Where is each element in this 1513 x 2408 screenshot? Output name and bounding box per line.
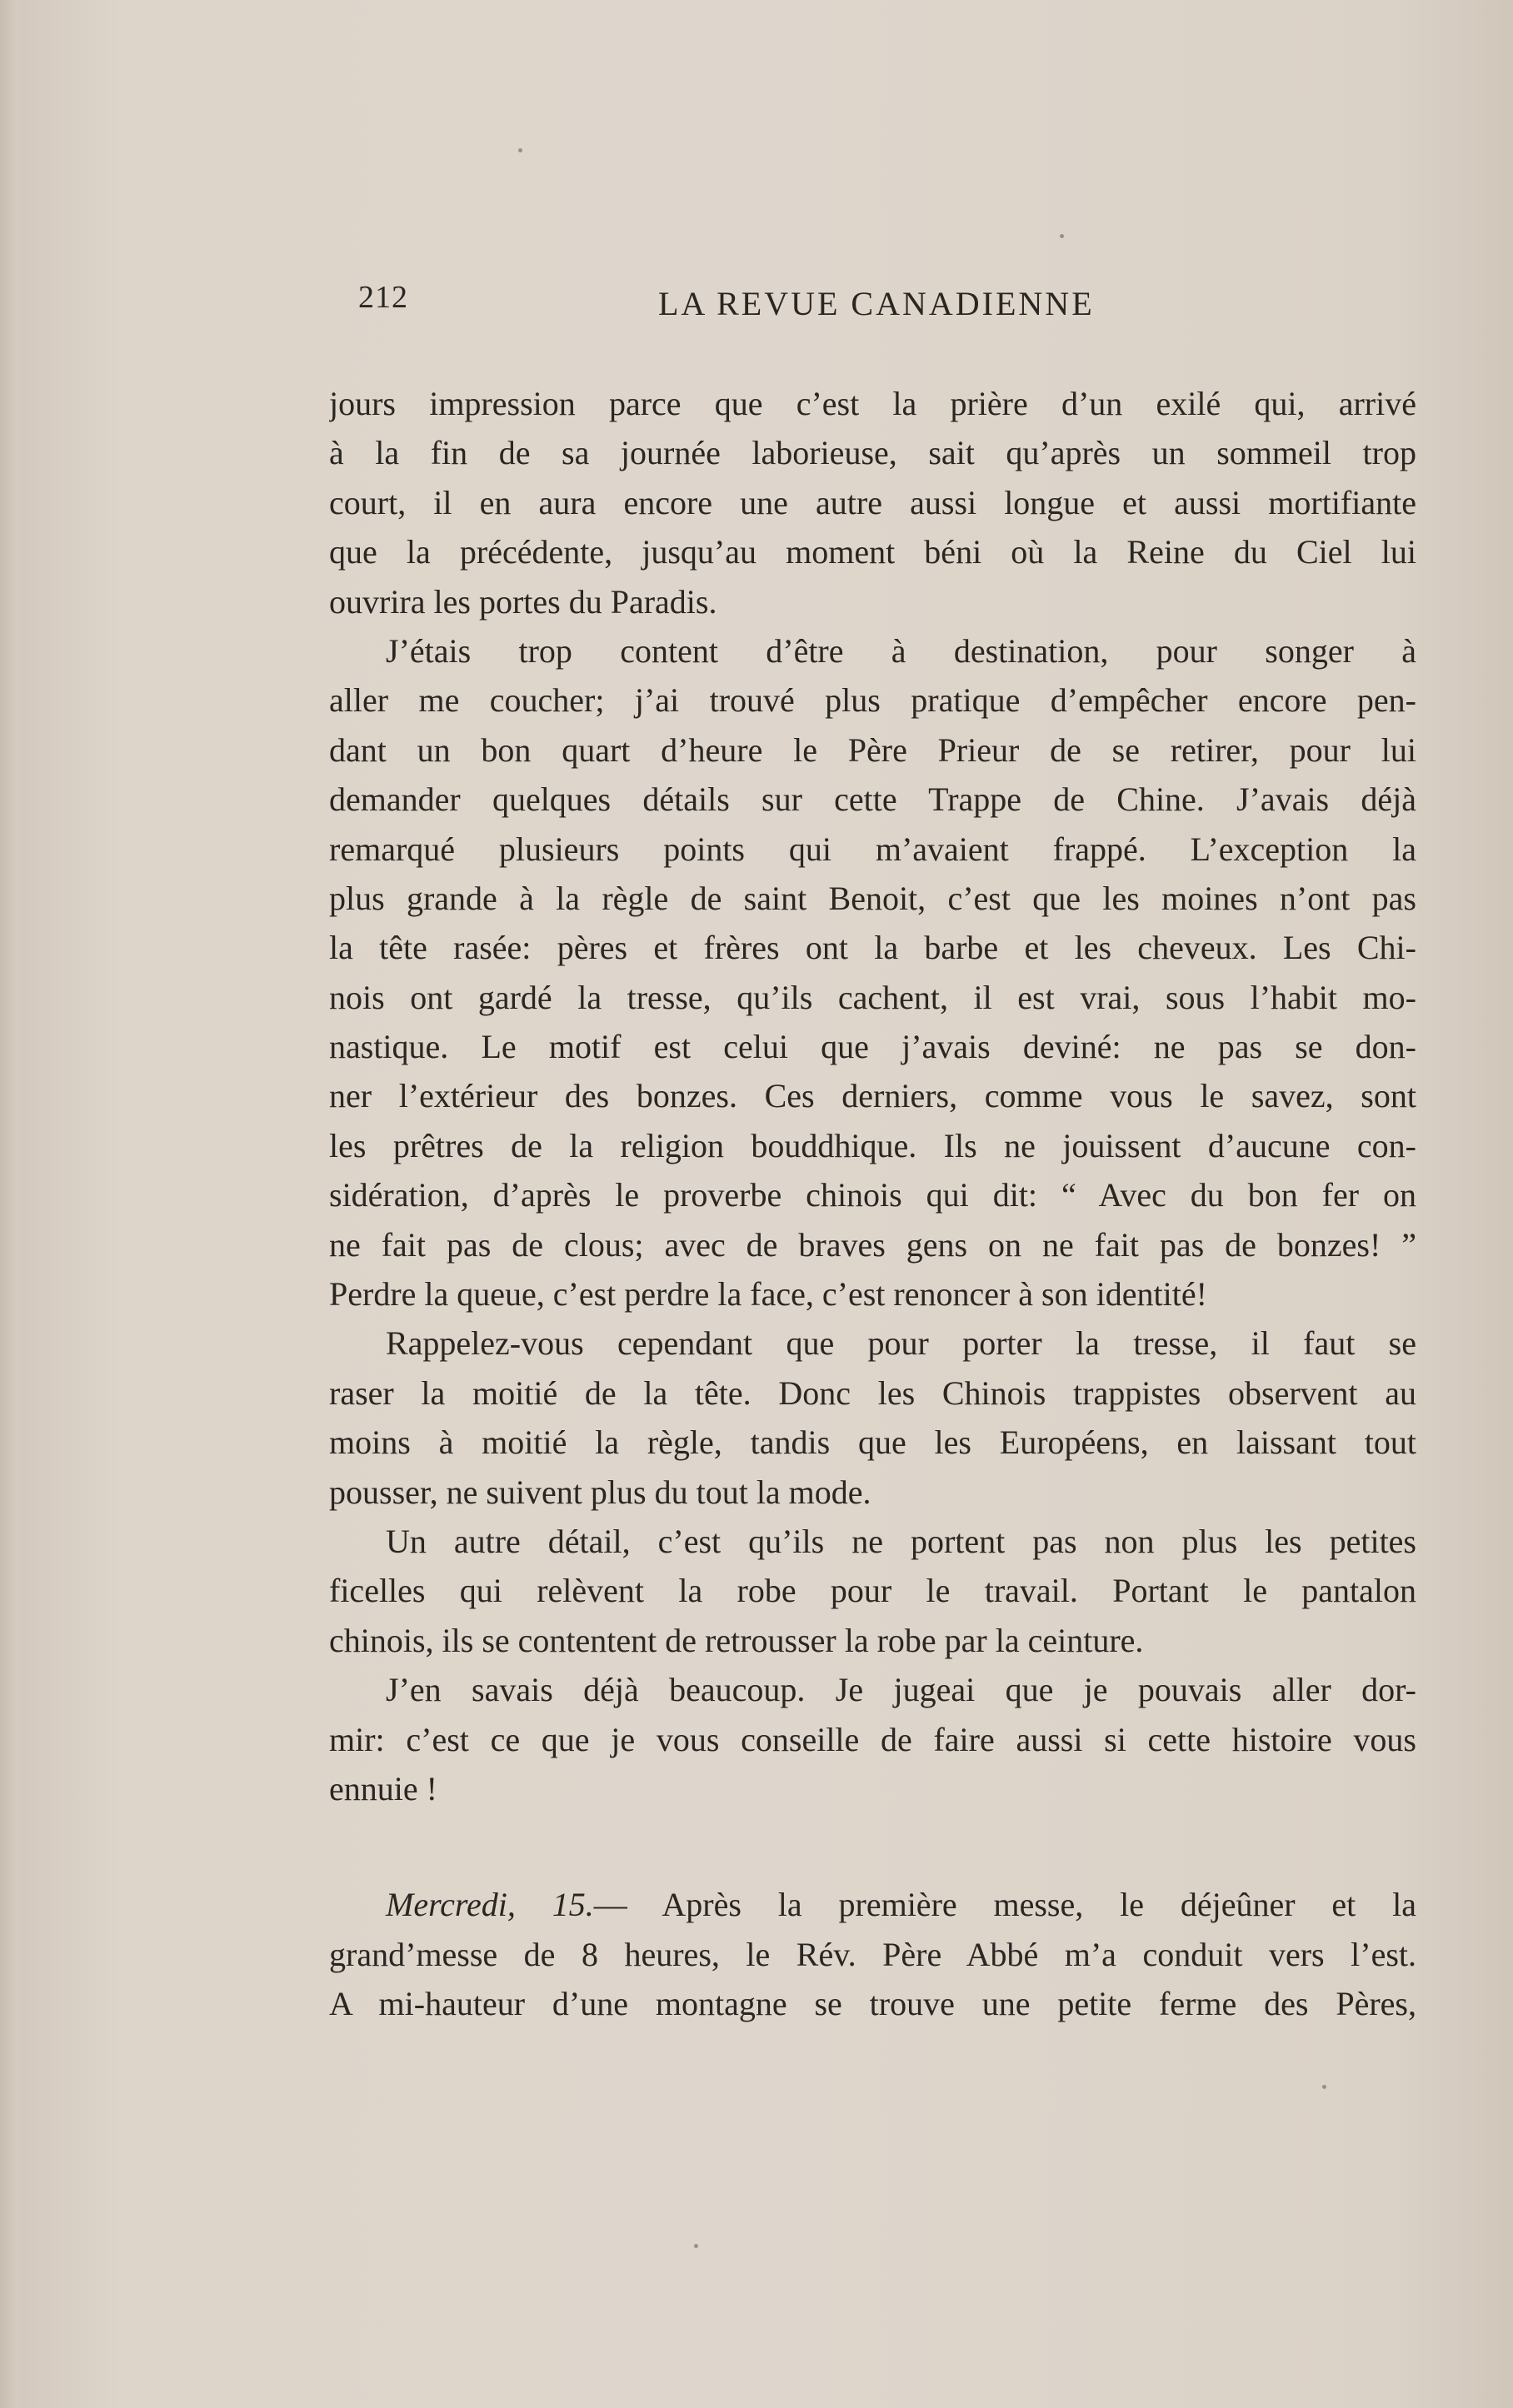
text-line: J’étais trop content d’être à destination, pour songer à bbox=[386, 631, 1416, 670]
text-line: chinois, ils se contentent de retrousser la robe par la ceinture. bbox=[329, 1621, 1144, 1659]
text-line: ficelles qui relèvent la robe pour le travail. Portant le pantalon bbox=[329, 1572, 1416, 1610]
paragraph-1 bbox=[329, 379, 1416, 626]
paper-speck bbox=[518, 148, 522, 152]
text-line: ennuie ! bbox=[329, 1769, 437, 1807]
paper-speck bbox=[1322, 2085, 1326, 2089]
text-line: pousser, ne suivent plus du tout la mode. bbox=[329, 1473, 871, 1511]
text-line: A mi-hauteur d’une montagne se trouve une petite ferme des Pères, bbox=[329, 1985, 1416, 2023]
text-line: grand’messe de 8 heures, le Rév. Père Abbé m’a conduit vers l’est. bbox=[329, 1935, 1416, 1973]
text-line: ner l’extérieur des bonzes. Ces derniers, comme vous le savez, sont bbox=[329, 1077, 1416, 1115]
text-line: nois ont gardé la tresse, qu’ils cachent, il est vrai, sous l’habit mo- bbox=[329, 978, 1416, 1016]
text-line: raser la moitié de la tête. Donc les Chinois trappistes observent au bbox=[329, 1374, 1416, 1412]
text-line: ouvrira les portes du Paradis. bbox=[329, 582, 717, 621]
text-line: nastique. Le motif est celui que j’avais deviné: ne pas se don- bbox=[329, 1028, 1416, 1066]
diary-entry-start: — Après la première messe, le déjeûner et la bbox=[593, 1886, 1416, 1924]
paragraph-6 bbox=[329, 1880, 1416, 2028]
text-line: sidération, d’après le proverbe chinois qui dit: “ Avec du bon fer on bbox=[329, 1176, 1416, 1214]
page-gutter bbox=[0, 0, 18, 2408]
paper-speck bbox=[1060, 234, 1064, 238]
text-line: à la fin de sa journée laborieuse, sait qu’après un sommeil trop bbox=[329, 434, 1416, 472]
body-text bbox=[329, 379, 1416, 2029]
page-number: 212 bbox=[358, 280, 408, 315]
paragraph-spacer bbox=[329, 1813, 1416, 1880]
paragraph-5 bbox=[329, 1665, 1416, 1813]
text-line: dant un bon quart d’heure le Père Prieur de se retirer, pour lui bbox=[329, 730, 1416, 769]
text-line: la tête rasée: pères et frères ont la barbe et les cheveux. Les Chi- bbox=[329, 929, 1416, 967]
text-line: moins à moitié la règle, tandis que les Européens, en laissant tout bbox=[329, 1423, 1416, 1462]
page-header bbox=[358, 279, 1408, 337]
paragraph-3 bbox=[329, 1319, 1416, 1517]
text-line: Rappelez-vous cependant que pour porter la tresse, il faut se bbox=[386, 1324, 1416, 1363]
text-line: mir: c’est ce que je vous conseille de faire aussi si cette histoire vous bbox=[329, 1720, 1416, 1758]
text-line: que la précédente, jusqu’au moment béni où la Reine du Ciel lui bbox=[329, 533, 1416, 571]
paper-speck bbox=[694, 2244, 698, 2248]
text-line: remarqué plusieurs points qui m’avaient frappé. L’exception la bbox=[329, 830, 1416, 868]
text-line: Perdre la queue, c’est perdre la face, c’est renoncer à son identité! bbox=[329, 1275, 1207, 1314]
text-line: aller me coucher; j’ai trouvé plus pratique d’empêcher encore pen- bbox=[329, 681, 1416, 720]
diary-date: Mercredi, 15. bbox=[386, 1886, 594, 1924]
paragraph-4 bbox=[329, 1517, 1416, 1665]
paragraph-2 bbox=[329, 626, 1416, 1319]
text-line: Un autre détail, c’est qu’ils ne portent pas non plus les petites bbox=[386, 1522, 1416, 1560]
text-line bbox=[329, 1880, 1416, 1929]
text-line: jours impression parce que c’est la prière d’un exilé qui, arrivé bbox=[329, 385, 1416, 422]
running-title: LA REVUE CANADIENNE bbox=[658, 285, 1095, 322]
text-line: plus grande à la règle de saint Benoit, c’est que les moines n’ont pas bbox=[329, 879, 1416, 917]
text-line: J’en savais déjà beaucoup. Je jugeai que je pouvais aller dor- bbox=[386, 1671, 1416, 1709]
text-line: demander quelques détails sur cette Trappe de Chine. J’avais déjà bbox=[329, 780, 1416, 819]
text-line: les prêtres de la religion bouddhique. Ils ne jouissent d’aucune con- bbox=[329, 1126, 1416, 1164]
text-line: ne fait pas de clous; avec de braves gens on ne fait pas de bonzes! ” bbox=[329, 1225, 1416, 1264]
text-line: court, il en aura encore une autre aussi longue et aussi mortifiante bbox=[329, 483, 1416, 521]
